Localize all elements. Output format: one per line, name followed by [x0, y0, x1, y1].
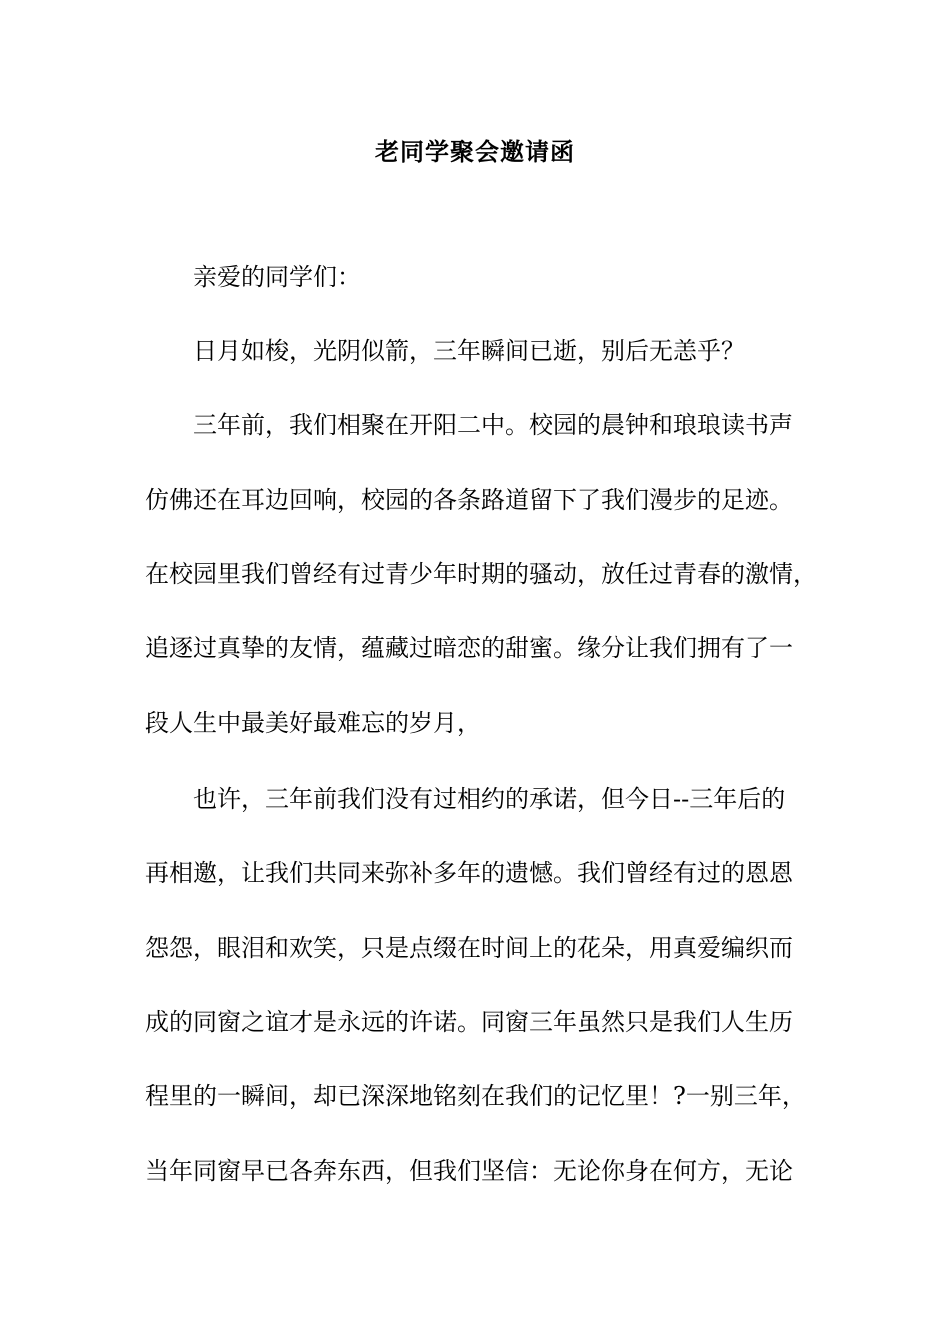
paragraph-line: 追逐过真挚的友情，蕴藏过暗恋的甜蜜。缘分让我们拥有了一 — [145, 634, 793, 662]
paragraph-line: 程里的一瞬间，却已深深地铭刻在我们的记忆里！?一别三年， — [145, 1082, 806, 1110]
paragraph-line: 怨怨，眼泪和欢笑，只是点缀在时间上的花朵，用真爱编织而 — [145, 934, 793, 962]
paragraph-line: 再相邀，让我们共同来弥补多年的遗憾。我们曾经有过的恩恩 — [145, 859, 793, 887]
paragraph-line: 仿佛还在耳边回响，校园的各条路道留下了我们漫步的足迹。 — [145, 486, 793, 514]
paragraph-line: 在校园里我们曾经有过青少年时期的骚动，放任过青春的激情， — [145, 560, 817, 588]
paragraph-line: 三年前，我们相聚在开阳二中。校园的晨钟和琅琅读书声 — [193, 411, 793, 439]
paragraph-line: 段人生中最美好最难忘的岁月， — [145, 709, 481, 737]
paragraph-line: 当年同窗早已各奔东西，但我们坚信：无论你身在何方，无论 — [145, 1157, 793, 1185]
paragraph-line: 也许，三年前我们没有过相约的承诺，但今日--三年后的 — [193, 785, 786, 813]
document-title: 老同学聚会邀请函 — [375, 137, 575, 166]
greeting-line: 亲爱的同学们： — [193, 263, 361, 291]
paragraph-line: 日月如梭，光阴似箭，三年瞬间已逝，别后无恙乎？ — [193, 337, 745, 365]
paragraph-line: 成的同窗之谊才是永远的许诺。同窗三年虽然只是我们人生历 — [145, 1008, 793, 1036]
